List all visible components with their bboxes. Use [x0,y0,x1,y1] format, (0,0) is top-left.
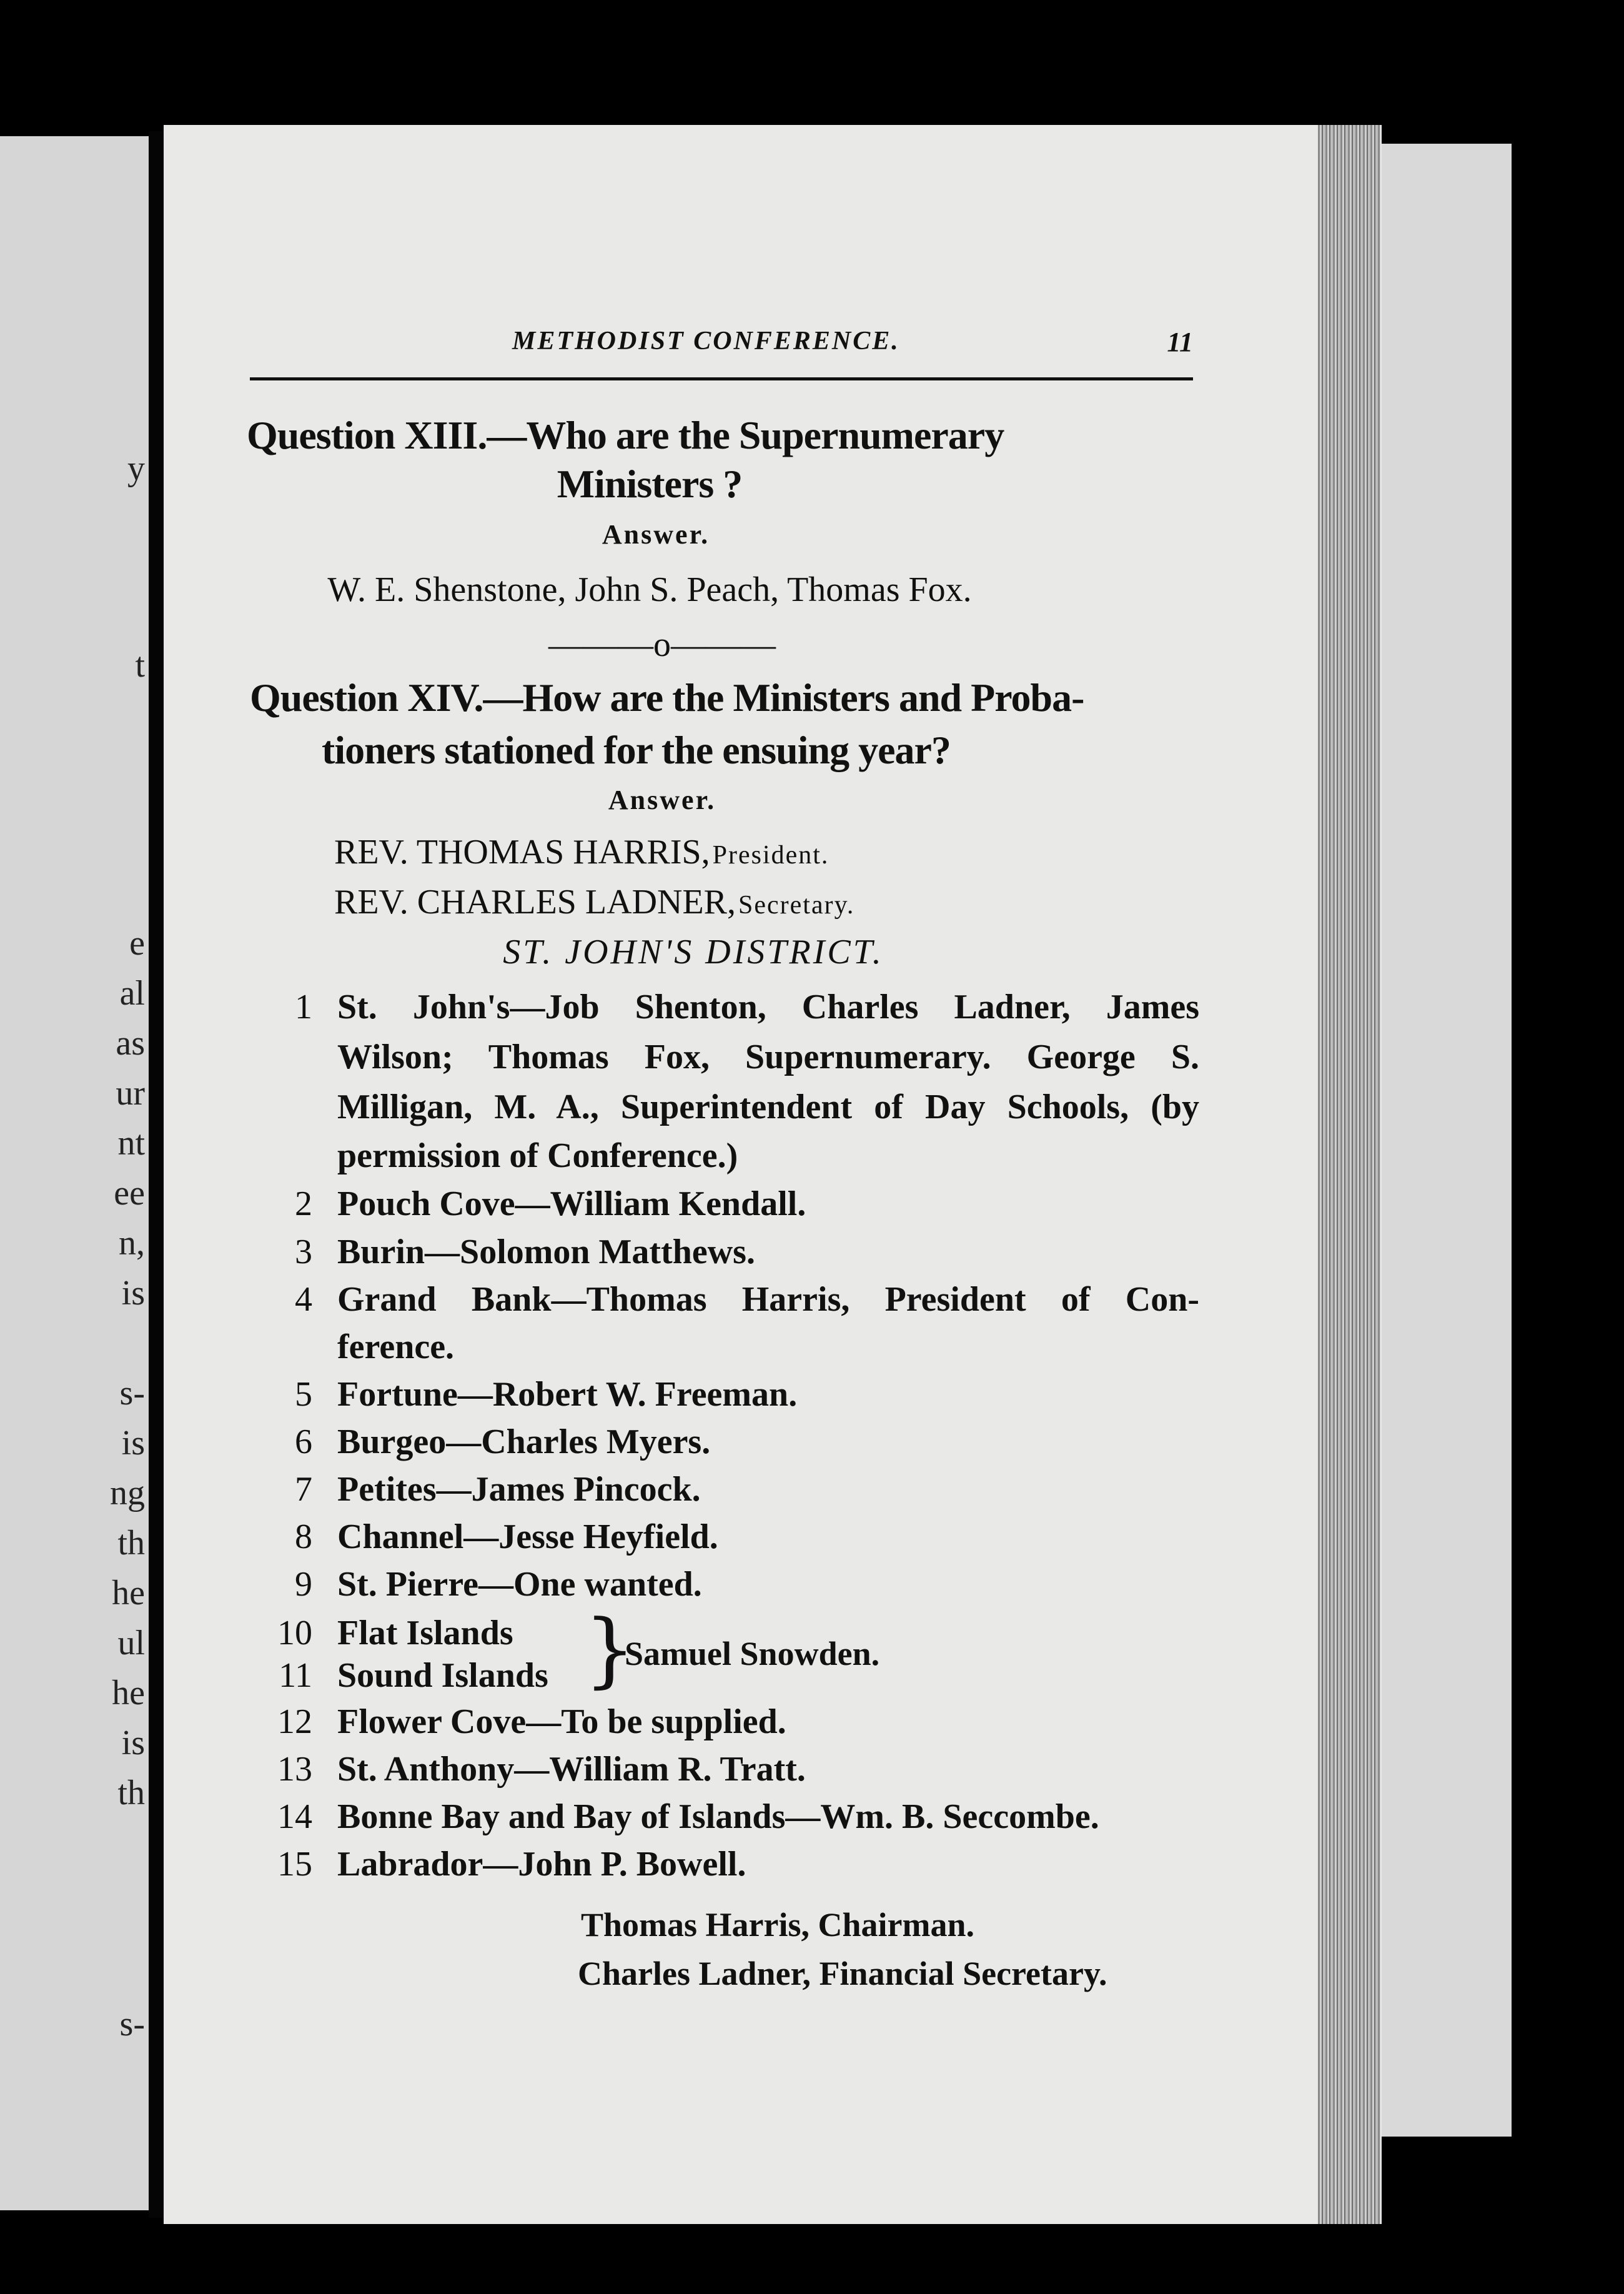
station-text: Petites—James Pincock. [337,1470,701,1509]
station-text: Burin—Solomon Matthews. [337,1233,755,1271]
shared-minister: Samuel Snowden. [625,1635,880,1672]
margin-fragment: ul [117,1624,145,1662]
answer-label: Answer. [608,785,716,815]
station-number: 10 [277,1614,312,1652]
margin-fragment: ng [110,1474,145,1512]
station-text: Sound Islands [337,1656,548,1695]
station-number: 7 [295,1470,312,1509]
president-line [334,832,1321,872]
station-number: 14 [277,1797,312,1836]
supernumerary-list: W. E. Shenstone, John S. Peach, Thomas Fox. [327,570,972,609]
question-13-heading: Question XIII.—Who are the Supernumerary [247,413,1004,457]
station-number: 5 [295,1375,312,1414]
secretary-signature: Charles Ladner, Financial Secretary. [578,1955,1107,1992]
station-number: 2 [295,1184,312,1223]
margin-fragment: n, [119,1224,145,1263]
margin-fragment: e [129,924,145,963]
margin-fragment: he [112,1574,145,1612]
station-text: Labrador—John P. Bowell. [337,1845,746,1884]
margin-fragment: al [119,974,145,1013]
station-text: Channel—Jesse Heyfield. [337,1517,718,1556]
margin-fragment: nt [117,1124,145,1163]
station-text: Flat Islands [337,1614,513,1652]
station-number: 4 [295,1280,312,1319]
station-text: ference. [337,1328,455,1366]
margin-fragment: is [121,1274,145,1313]
margin-fragment: is [121,1724,145,1762]
question-14-heading-cont: tioners stationed for the ensuing year? [322,728,951,772]
margin-fragment: th [117,1774,145,1812]
chairman-signature: Thomas Harris, Chairman. [581,1906,975,1944]
page-number: 11 [1167,327,1193,357]
running-head [250,326,1193,376]
margin-fragment: he [112,1674,145,1712]
station-text: St. Anthony—William R. Tratt. [337,1750,806,1789]
brace: } [584,1602,636,1697]
station-number: 8 [295,1517,312,1556]
running-title: METHODIST CONFERENCE. [512,327,900,355]
station-text: St. John's—Job Shenton, Charles Ladner, James [337,988,1199,1026]
margin-fragment: th [117,1524,145,1562]
margin-fragment: s- [119,1374,145,1413]
back-sheet [1380,144,1512,2137]
section-separator: ———o——— [548,625,776,664]
header-rule [250,377,1193,380]
station-text: Flower Cove—To be supplied. [337,1702,786,1741]
station-text: permission of Conference.) [337,1136,738,1175]
secretary-line [334,882,1321,922]
station-number: 9 [295,1565,312,1604]
station-number: 3 [295,1233,312,1271]
page-edges [1318,125,1380,2224]
margin-fragment: ee [114,1174,145,1213]
margin-fragment: s- [119,2005,145,2043]
margin-fragment: y [127,449,145,488]
station-text: Burgeo—Charles Myers. [337,1423,711,1461]
station-text: Grand Bank—Thomas Harris, President of Con- [337,1280,1199,1319]
station-text: Pouch Cove—William Kendall. [337,1184,806,1223]
station-text: Milligan, M. A., Superintendent of Day Schools, (by [337,1088,1199,1126]
station-text: Wilson; Thomas Fox, Supernumerary. George S. [337,1038,1199,1076]
station-number: 13 [277,1750,312,1789]
station-number: 12 [277,1702,312,1741]
station-text: Fortune—Robert W. Freeman. [337,1375,798,1414]
question-13-heading-cont: Ministers ? [557,462,743,506]
station-number: 1 [295,988,312,1026]
secretary-title: Secretary. [738,891,855,920]
station-number: 6 [295,1423,312,1461]
station-number: 15 [277,1845,312,1884]
margin-fragment: is [121,1424,145,1462]
book-gutter [149,131,164,2218]
president-title: President. [712,841,829,870]
facing-page-fragment [0,136,149,2210]
secretary-name: REV. CHARLES LADNER, [334,883,736,921]
district-title: ST. JOHN'S DISTRICT. [503,933,884,971]
margin-fragment: as [116,1024,145,1063]
station-text: St. Pierre—One wanted. [337,1565,702,1604]
margin-fragment: ur [116,1074,145,1113]
president-name: REV. THOMAS HARRIS, [334,833,710,871]
question-14-heading: Question XIV.—How are the Ministers and Proba- [250,675,1084,720]
margin-fragment: t [135,646,145,685]
answer-label: Answer. [602,519,710,550]
station-number: 11 [279,1656,312,1695]
station-text: Bonne Bay and Bay of Islands—Wm. B. Seccombe. [337,1797,1099,1836]
